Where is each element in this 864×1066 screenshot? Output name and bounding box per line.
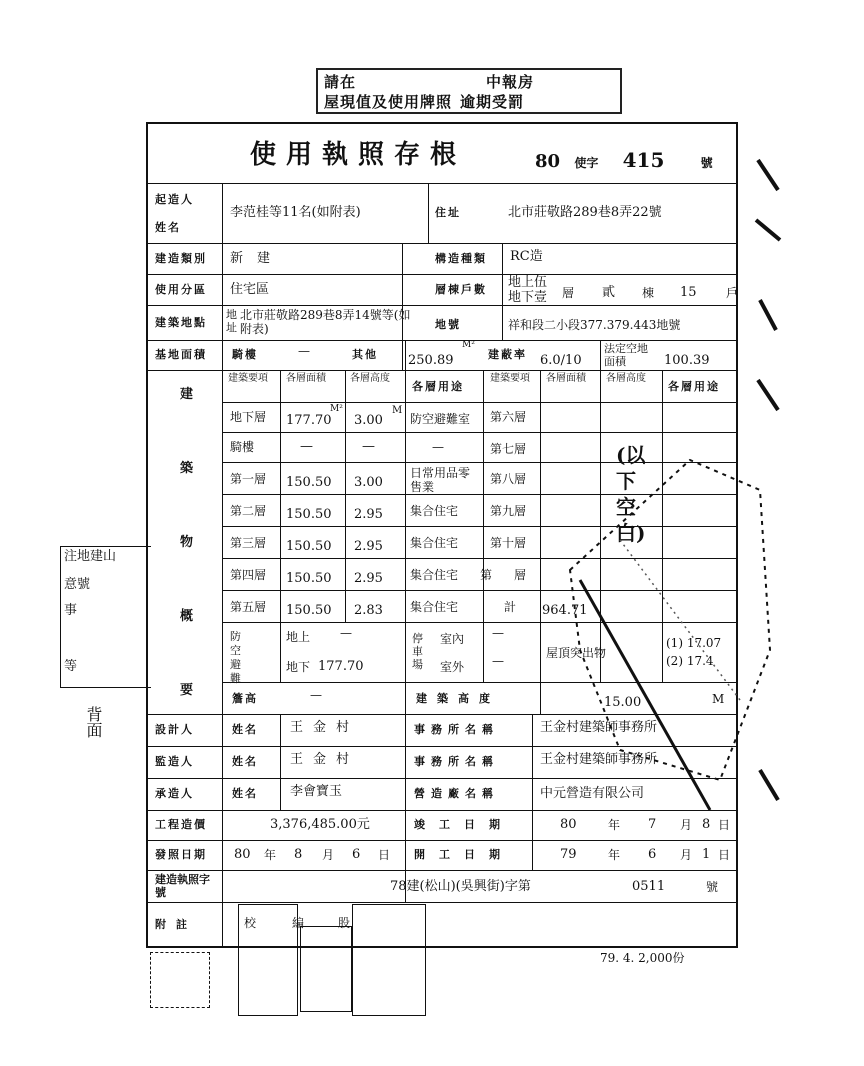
header-height: 各層高度 [350,373,390,384]
arcade-area: — [298,344,310,358]
floor-height: — [362,439,375,454]
contractor-name: 李會寶玉 [290,784,343,799]
start-day: 1 [702,847,711,862]
location-address-label: 地址 [226,308,237,334]
day-unit: 日 [378,848,391,862]
open-space-value: 100.39 [664,353,710,368]
header-item-2: 建築要項 [490,373,530,384]
designer-name: 王金村 [290,720,360,735]
designer-office: 王金村建築師事務所 [540,720,658,735]
floor-use: 集合住宅 [410,536,459,550]
blank-note: (以下空白) [616,443,646,545]
cost-value: 3,376,485.00元 [270,817,370,832]
contractor-office-label: 營造廠名稱 [414,787,499,800]
remarks-check: 校 [244,916,257,930]
cost-label: 工程造價 [155,818,207,831]
left-note-line1: 注地建山 [64,549,117,564]
location-label: 建築地點 [155,316,207,329]
contractor-name-label: 姓名 [232,787,258,800]
owner-name-label: 姓名 [155,221,181,234]
floor-name: 地下層 [230,410,267,424]
print-run: 79. 4. 2,000份 [600,951,685,965]
completion-label: 竣工日期 [414,818,514,831]
month-unit: 月 [680,848,693,862]
shelter-above-label: 地上 [286,630,311,644]
parking-indoor-label: 室內 [440,632,465,646]
eaves-value: — [310,688,322,702]
completion-month: 7 [648,817,657,832]
supervisor-office: 王金村建築師事務所 [540,752,658,767]
households-count: 15 [680,285,697,300]
building-height-unit: M [712,692,725,706]
start-year: 79 [560,847,577,862]
side-label-4: 概 [180,609,196,624]
header-area-2: 各層面積 [546,373,586,384]
owner-address-label: 住址 [435,206,461,219]
parking-outdoor-label: 室外 [440,660,465,674]
building-height-value: 15.00 [604,695,642,710]
upper-floor-label: 第七層 [490,442,527,456]
year-unit: 年 [608,818,621,832]
remarks-section: 股 [338,916,351,930]
side-label-2: 築 [180,461,196,476]
floor-use: 集合住宅 [410,504,459,518]
left-note-back: 背面 [84,706,103,738]
floor-area: 150.50 [286,571,332,586]
floors-unit: 層 [562,286,575,300]
form-title: 使用執照存根 [250,140,467,170]
floor-area: — [300,439,313,454]
floor-name: 騎樓 [230,440,255,454]
floor-height: 3.00 [354,475,383,490]
other-area: 250.89 [408,353,454,368]
roof-value-2: (2) 17.4 [666,654,714,668]
upper-floor-label: 第六層 [490,410,527,424]
floor-name: 第二層 [230,504,267,518]
approval-seal [238,904,298,1016]
floor-use: — [432,440,444,454]
issue-day: 6 [352,847,361,862]
floor-name: 第四層 [230,568,267,582]
roof-value-1: (1) 17.07 [666,636,722,650]
parking-label: 停車場 [412,632,423,671]
remarks-label: 附註 [155,918,197,931]
year-unit: 年 [264,848,277,862]
completion-day: 8 [702,817,711,832]
buildings-unit: 棟 [642,286,655,300]
header-use: 各層用途 [412,380,464,393]
shelter-label: 防空避難 [230,630,241,685]
floor-area: 177.70 [286,413,332,428]
designer-name-label: 姓名 [232,723,258,736]
floor-height: 2.95 [354,507,383,522]
start-date-label: 開工日期 [414,848,514,861]
contractor-office: 中元營造有限公司 [540,786,645,801]
coverage-value: 6.0/10 [540,353,582,368]
floor-use: 日常用品零售業 [410,466,471,494]
structure-label: 構造種類 [435,252,487,265]
supervisor-name: 王金村 [290,752,360,767]
approval-seal [352,904,426,1016]
start-month: 6 [648,847,657,862]
eaves-label: 簷高 [232,692,258,705]
total-area: 964.71 [542,603,588,618]
upper-floor-label: 第九層 [490,504,527,518]
header-area: 各層面積 [286,373,326,384]
floor-area: 150.50 [286,603,332,618]
remarks-edit: 編 [292,916,305,930]
year-unit: 年 [608,848,621,862]
right-margin-stamp [748,150,788,850]
structure-type: RC造 [510,249,543,264]
left-note-line3: 事 [64,603,78,618]
month-unit: 月 [680,818,693,832]
floor-use: 集合住宅 [410,568,459,582]
floors-below: 地下壹 [508,290,548,305]
header-item: 建築要項 [228,373,268,384]
building-height-label: 建築高度 [416,692,500,705]
contractor-label: 承造人 [155,787,194,800]
supervisor-name-label: 姓名 [232,755,258,768]
arcade-label: 騎樓 [232,348,258,361]
site-area-label: 基地面積 [155,348,207,361]
approval-seal [300,926,352,1012]
floors-above: 地上伍 [508,275,548,290]
coverage-label: 建蔽率 [488,348,527,361]
header-use-2: 各層用途 [668,380,720,393]
floor-height: 2.95 [354,539,383,554]
upper-floor-label: 第八層 [490,472,527,486]
use-zone: 住宅區 [230,282,270,297]
permit-ref-label: 建造執照字號 [155,873,210,899]
floor-height: 2.95 [354,571,383,586]
permit-ref-value: 78建(松山)(吳興街)字第 [390,879,531,894]
header-height-2: 各層高度 [606,373,646,384]
households-unit: 戶 [726,286,739,300]
shelter-below-value: 177.70 [318,659,364,674]
supervisor-label: 監造人 [155,755,194,768]
left-note-line4: 等 [64,659,78,674]
use-zone-label: 使用分區 [155,283,207,296]
designer-office-label: 事務所名稱 [414,723,499,736]
permit-ref-number: 0511 [632,879,666,894]
build-type: 新建 [230,251,285,266]
issue-date-label: 發照日期 [155,848,207,861]
issue-year: 80 [234,847,251,862]
designer-label: 設計人 [155,723,194,736]
floor-area: 150.50 [286,507,332,522]
lot-label: 地號 [435,318,461,331]
lot-number: 祥和段二小段377.379.443地號 [508,318,681,332]
floor-name: 第五層 [230,600,267,614]
floor-use: 集合住宅 [410,600,459,614]
day-unit: 日 [718,848,731,862]
build-type-label: 建造類別 [155,252,207,265]
shelter-above-value: — [340,626,352,640]
corner-stamp [150,952,210,1008]
owner-address: 北市莊敬路289巷8弄22號 [508,205,662,220]
permit-ref-suffix: 號 [706,880,719,894]
side-label-1: 建 [180,387,196,402]
permit-number: 80 使字 415 號 [535,148,713,172]
side-label-5: 要 [180,683,196,698]
month-unit: 月 [322,848,335,862]
floor-name: 第三層 [230,536,267,550]
owner-name: 李范桂等11名(如附表) [230,205,361,220]
total-label: 計 [504,600,517,614]
upper-floor-label: 第層 [480,568,549,582]
floors-label: 層棟戶數 [435,283,487,296]
completion-year: 80 [560,817,577,832]
other-label: 其他 [352,348,378,361]
floor-height: 2.83 [354,603,383,618]
supervisor-office-label: 事務所名稱 [414,755,499,768]
floor-use: 防空避難室 [410,412,471,426]
upper-floor-label: 第十層 [490,536,527,550]
ink-smudge [560,450,780,820]
unit-m: M [392,405,403,416]
floor-area: 150.50 [286,475,332,490]
floor-height: 3.00 [354,413,383,428]
open-space-label: 法定空地面積 [604,342,648,368]
site-area-unit: M² [462,340,475,350]
shelter-below-label: 地下 [286,660,311,674]
owner-label: 起造人 [155,193,194,206]
top-stamp: 請在 中報房 屋現值及使用牌照 逾期受罰 [316,68,622,114]
parking-indoor-value: — [492,626,504,640]
location-address: 北市莊敬路289巷8弄14號等(如附表) [240,308,411,336]
parking-outdoor-value: — [492,654,504,668]
roof-label: 屋頂突出物 [546,646,607,660]
issue-month: 8 [294,847,303,862]
unit-m2: M² [330,404,343,414]
floor-name: 第一層 [230,472,267,486]
floor-area: 150.50 [286,539,332,554]
side-label-3: 物 [180,535,196,550]
buildings-count: 貳 [602,285,616,300]
left-note-line2: 意號 [64,577,91,592]
day-unit: 日 [718,818,731,832]
